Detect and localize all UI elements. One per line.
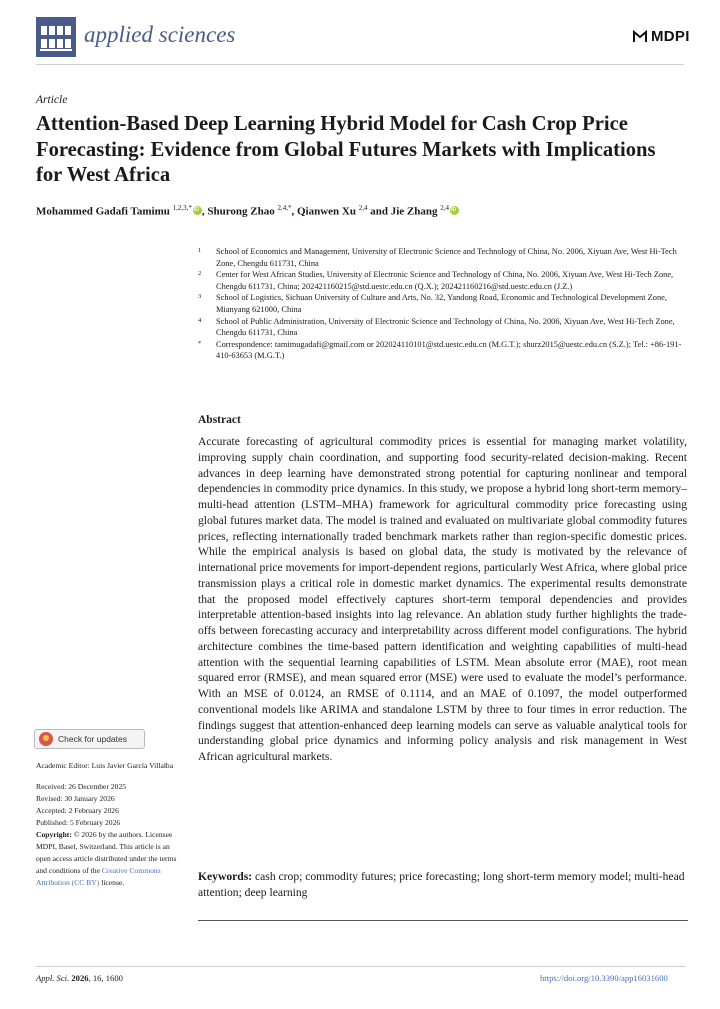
abstract-heading: Abstract [198, 414, 241, 426]
accepted-date: Accepted: 2 February 2026 [36, 806, 119, 815]
author-name[interactable]: Jie Zhang [390, 205, 441, 218]
copyright-notice: Copyright: © 2026 by the authors. Licensee MDPI, Basel, Switzerland. This article is an open access article distributed under the terms and conditions of the Creative Commons Attribution (CC BY) license. [36, 830, 177, 887]
correspondence: * Correspondence: tamimugadafi@gmail.com or 202024110101@std.uestc.edu.cn (M.G.T.); shurz2015@uestc.edu.cn (S.Z.); Tel.: +86-191-410-63653 (M.G.T.) [198, 339, 682, 361]
author-affiliation-marker: 2,4 [358, 204, 368, 212]
author-list: Mohammed Gadafi Tamimu $^{1,2,3,*}$iD , Shurong Zhao $^{2,4,*}$, Qianwen Xu $^{2,4}$ and Jie Zhang $^{2,4}$iD [36, 204, 459, 218]
author-affiliation-marker: 2,4,* [277, 204, 292, 212]
publication-info [36, 760, 186, 889]
article-type: Article [36, 94, 68, 106]
affiliation-item: 2 Center for West African Studies, University of Electronic Science and Technology of China, No. 2006, Xiyuan Ave, West Hi-Tech Zone, Chengdu 611731, China; 202421160215@std.uestc.edu.cn (Q.X.); 202421160216@std.uestc.edu.cn (J.Z.) [198, 270, 674, 291]
citation: Appl. Sci. 2026, 16, 1600 [36, 973, 123, 983]
affiliation-item: 3 School of Logistics, Sichuan University of Culture and Arts, No. 32, Yandong Road, Economic and Technological Development Zone, Mianyang 621000, China [198, 293, 667, 314]
author-name[interactable]: Mohammed Gadafi Tamimu [36, 205, 173, 218]
orcid-icon[interactable] [450, 206, 459, 215]
author-name[interactable]: Qianwen Xu [296, 205, 359, 218]
header-divider [36, 64, 684, 65]
affiliations [198, 246, 688, 362]
published-date: Published: 5 February 2026 [36, 818, 121, 827]
revised-date: Revised: 30 January 2026 [36, 794, 115, 803]
received-date: Received: 26 December 2025 [36, 782, 127, 791]
publisher-logo[interactable] [632, 24, 690, 48]
check-updates-label: Check for updates [58, 734, 127, 744]
license-link[interactable]: Creative Commons Attribution (CC BY) [36, 866, 161, 887]
author-name[interactable]: Shurong Zhao [207, 205, 278, 218]
abstract-end-divider [198, 920, 688, 921]
check-updates-icon [39, 732, 53, 746]
footer-divider [36, 966, 686, 967]
keywords-text: cash crop; commodity futures; price forecasting; long short-term memory model; multi-head attention; deep learning [198, 870, 685, 899]
journal-name[interactable]: applied sciences [84, 22, 236, 47]
author-affiliation-marker: 2,4 [440, 204, 449, 212]
keywords-label: Keywords: [198, 870, 253, 883]
journal-logo-icon [36, 17, 76, 57]
article-title: Attention-Based Deep Learning Hybrid Model for Cash Crop Price Forecasting: Evidence from Global Futures Markets with Implications for West Africa [36, 113, 656, 186]
keywords [198, 869, 687, 901]
orcid-icon[interactable] [193, 206, 202, 215]
affiliation-item: 4 School of Public Administration, University of Electronic Science and Technology of China, No. 2006, Xiyuan Ave, West Hi-Tech Zone, Chengdu 611731, China [198, 316, 675, 338]
publisher-name: MDPI [651, 27, 690, 45]
check-for-updates-button[interactable] [34, 729, 145, 749]
author-affiliation-marker: 1,2,3,* [172, 204, 192, 212]
academic-editor: Academic Editor: Luis Javier García Villalba [36, 761, 174, 770]
abstract-body: Accurate forecasting of agricultural commodity prices is essential for managing market volatility, improving supply chain coordination, and supporting food security-related decision-making. Recent advances in deep learning have demonstrated strong potential for capturing nonlinear and temporal dependencies in commodity price dynamics. In this study, we propose a hybrid long short-term memory–multi-head attention (LSTM–MHA) framework for agricultural commodity price forecasting using global futures market data. The model is trained and evaluated on multivariate global commodity futures prices, reflecting internationally traded benchmark markets rather than region-specific domestic prices. While the empirical analysis is based on global data, the study is motivated by the relevance of international price movements for import-dependent regions, particularly West Africa, where global price transmission plays a critical role in domestic market dynamics. The experimental results demonstrate that the proposed model effectively captures short-term temporal dependencies and provides interpretable attention-based insights into lag relevance. An ablation study further highlights the trade-offs between forecasting accuracy and interpretability across different model configurations. The hybrid architecture combines the time-based pattern identification and weighting capabilities of multi-head attention with the sequential learning capabilities of LSTM. Mean absolute error (MAE), root mean squared error (RMSE), and mean squared error (MSE) were used to evaluate the model’s performance. With an MSE of 0.0124, an RMSE of 0.1114, and an MAE of 0.1097, the model outperformed conventional models like ARIMA and standalone LSTM by three to four times in error reduction. The findings suggest that attention-enhanced deep learning models can serve as valuable analytical tools for understanding global price dynamics and informing policy analysis and risk management in West African agricultural markets. [198, 435, 687, 763]
affiliation-item: 1 School of Economics and Management, University of Electronic Science and Technology of China, No. 2006, Xiyuan Ave, West Hi-Tech Zone, Chengdu 611731, China [198, 247, 677, 268]
mdpi-icon [632, 28, 648, 44]
doi-link[interactable]: https://doi.org/10.3390/app16031600 [540, 973, 668, 983]
